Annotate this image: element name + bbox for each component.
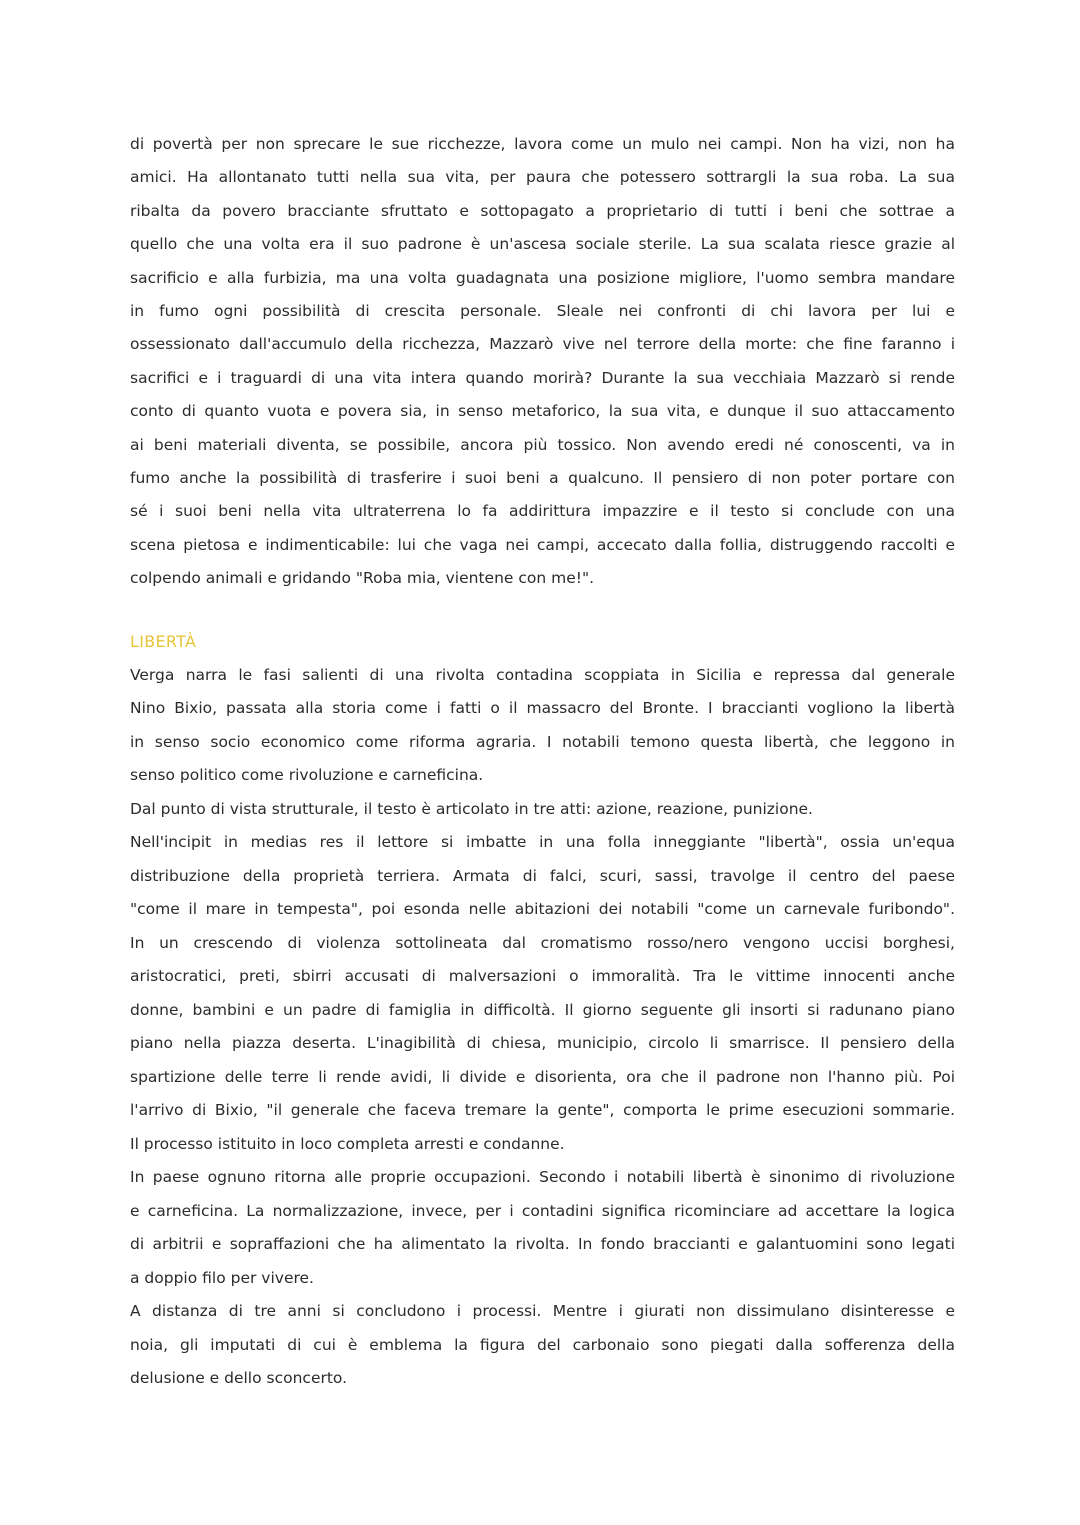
text-line: fumo anche la possibilità di trasferire i suoi beni a qualcuno. Il pensiero di non poter portare con <box>130 468 955 487</box>
text-line: l'arrivo di Bixio, "il generale che faceva tremare la gente", comporta le prime esecuzioni sommarie. <box>130 1101 955 1120</box>
text-line: ribalta da povero bracciante sfruttato e sottopagato a proprietario di tutti i beni che sottrae a <box>130 201 955 220</box>
text-line: di arbitrii e sopraffazioni che ha alimentato la rivolta. In fondo braccianti e galantuomini sono legati <box>130 1235 955 1254</box>
text-line: A distanza di tre anni si concludono i processi. Mentre i giurati non dissimulano disinteresse e <box>130 1302 955 1321</box>
text-line: quello che una volta era il suo padrone è un'ascesa sociale sterile. La sua scalata riesce grazie al <box>130 235 955 254</box>
section-spacer <box>130 595 955 625</box>
section-heading: LIBERTÀ <box>130 632 197 652</box>
text-line: Il processo istituito in loco completa arresti e condanne. <box>130 1134 565 1153</box>
text-line: Dal punto di vista strutturale, il testo è articolato in tre atti: azione, reazione, punizione. <box>130 799 813 818</box>
text-line: distribuzione della proprietà terriera. Armata di falci, scuri, sassi, travolge il centro del paese <box>130 866 955 885</box>
text-line: conto di quanto vuota e povera sia, in senso metaforico, la sua vita, e dunque il suo attaccamento <box>130 402 955 421</box>
text-line: piano nella piazza deserta. L'inagibilità di chiesa, municipio, circolo li smarrisce. Il pensiero della <box>130 1034 955 1053</box>
text-line: Nell'incipit in medias res il lettore si imbatte in una folla inneggiante "libertà", ossia un'equa <box>130 833 955 852</box>
text-line: Verga narra le fasi salienti di una rivolta contadina scoppiata in Sicilia e repressa dal generale <box>130 665 955 684</box>
text-line: ai beni materiali diventa, se possibile, ancora più tossico. Non avendo eredi né conoscenti, va in <box>130 435 955 454</box>
text-line: delusione e dello sconcerto. <box>130 1369 348 1388</box>
text-line: donne, bambini e un padre di famiglia in difficoltà. Il giorno seguente gli insorti si radunano piano <box>130 1000 955 1019</box>
text-line: Nino Bixio, passata alla storia come i fatti o il massacro del Bronte. I braccianti vogliono la libertà <box>130 699 955 718</box>
text-line: in fumo ogni possibilità di crescita personale. Sleale nei confronti di chi lavora per lui e <box>130 301 955 320</box>
text-line: sé i suoi beni nella vita ultraterrena lo fa addirittura impazzire e il testo si conclude con una <box>130 502 955 521</box>
paragraph-mazzaro <box>130 128 955 595</box>
text-line: in senso socio economico come riforma agraria. I notabili temono questa libertà, che leggono in <box>130 732 955 751</box>
text-line: amici. Ha allontanato tutti nella sua vita, per paura che potessero sottrargli la sua roba. La sua <box>130 168 955 187</box>
text-line: sacrificio e alla furbizia, ma una volta guadagnata una posizione migliore, l'uomo sembra mandare <box>130 268 955 287</box>
text-line: In un crescendo di violenza sottolineata dal cromatismo rosso/nero vengono uccisi borghesi, <box>130 933 955 952</box>
text-line: In paese ognuno ritorna alle proprie occupazioni. Secondo i notabili libertà è sinonimo di rivoluzione <box>130 1168 955 1187</box>
text-line: "come il mare in tempesta", poi esonda nelle abitazioni dei notabili "come un carnevale furibondo". <box>130 900 955 919</box>
text-line: spartizione delle terre li rende avidi, li divide e disorienta, ora che il padrone non l'hanno più. Poi <box>130 1067 955 1086</box>
text-line: senso politico come rivoluzione e carneficina. <box>130 766 484 785</box>
text-line: noia, gli imputati di cui è emblema la figura del carbonaio sono piegati dalla sofferenza della <box>130 1335 955 1354</box>
text-line: aristocratici, preti, sbirri accusati di malversazioni o immoralità. Tra le vittime innocenti anche <box>130 967 955 986</box>
text-line: colpendo animali e gridando "Roba mia, vientene con me!". <box>130 569 595 588</box>
text-line: di povertà per non sprecare le sue ricchezze, lavora come un mulo nei campi. Non ha vizi, non ha <box>130 135 955 153</box>
text-line: ossessionato dall'accumulo della ricchezza, Mazzarò vive nel terrore della morte: che fine faranno i <box>130 335 955 354</box>
text-line: e carneficina. La normalizzazione, invece, per i contadini significa ricominciare ad accettare la logica <box>130 1201 955 1220</box>
text-line: a doppio filo per vivere. <box>130 1268 314 1287</box>
text-line: scena pietosa e indimenticabile: lui che vaga nei campi, accecato dalla follia, distruggendo raccolti e <box>130 535 955 554</box>
text-line: sacrifici e i traguardi di una vita intera quando morirà? Durante la sua vecchiaia Mazzarò si rende <box>130 368 955 387</box>
section-liberta <box>130 625 955 1396</box>
document-page <box>130 128 955 1396</box>
